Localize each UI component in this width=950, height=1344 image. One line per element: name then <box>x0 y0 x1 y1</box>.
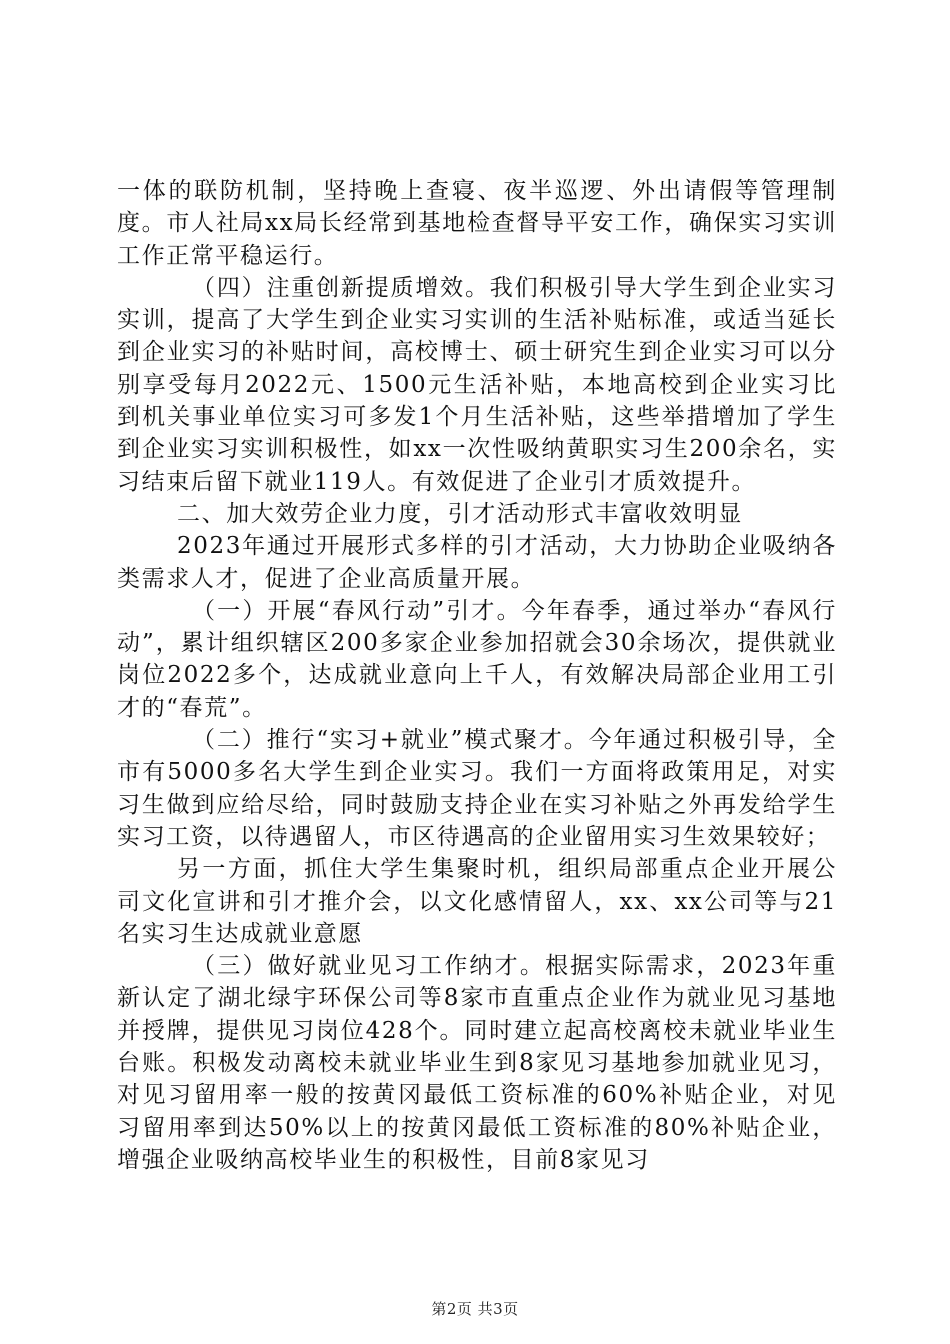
paragraph-2: （四）注重创新提质增效。我们积极引导大学生到企业实习实训，提高了大学生到企业实习实训的生活补贴标准，或适当延长到企业实习的补贴时间，高校博士、硕士研究生到企业实习可以分别享受每月2022元、1500元生活补贴，本地高校到企业实习比到机关事业单位实习可多发1个月生活补贴，这些举措增加了学生到企业实习实训积极性，如xx一次性吸纳黄职实习生200余名，实习结束后留下就业119人。有效促进了企业引才质效提升。 <box>117 274 837 495</box>
section-heading: 二、加大效劳企业力度，引才活动形式丰富收效明显 <box>177 500 743 527</box>
document-body <box>117 175 837 1176</box>
page-footer: 第2页 共3页 <box>431 1300 519 1318</box>
paragraph-6: 另一方面，抓住大学生集聚时机，组织局部重点企业开展公司文化宣讲和引才推介会，以文化感情留人，xx、xx公司等与21名实习生达成就业意愿 <box>117 856 837 947</box>
paragraph-4: （一）开展“春风行动”引才。今年春季，通过举办“春风行动”，累计组织辖区200多家企业参加招就会30余场次，提供就业岗位2022多个，达成就业意向上千人，有效解决局部企业用工引才的“春荒”。 <box>117 597 837 721</box>
paragraph-1: 一体的联防机制，坚持晚上查寝、夜半巡逻、外出请假等管理制度。市人社局xx局长经常到基地检查督导平安工作，确保实习实训工作正常平稳运行。 <box>117 178 837 269</box>
paragraph-7: （三）做好就业见习工作纳才。根据实际需求，2023年重新认定了湖北绿宇环保公司等8家市直重点企业作为就业见习基地并授牌，提供见习岗位428个。同时建立起高校离校未就业毕业生台账。积极发动离校未就业毕业生到8家见习基地参加就业见习，对见习留用率一般的按黄冈最低工资标准的60%补贴企业，对见习留用率到达50%以上的按黄冈最低工资标准的80%补贴企业，增强企业吸纳高校毕业生的积极性，目前8家见习 <box>117 953 837 1173</box>
paragraph-5: （二）推行“实习+就业”模式聚才。今年通过积极引导，全市有5000多名大学生到企业实习。我们一方面将政策用足，对实习生做到应给尽给，同时鼓励支持企业在实习补贴之外再发给学生实习工资，以待遇留人，市区待遇高的企业留用实习生效果较好； <box>117 727 837 850</box>
paragraph-3: 2023年通过开展形式多样的引才活动，大力协助企业吸纳各类需求人才，促进了企业高质量开展。 <box>117 533 837 592</box>
